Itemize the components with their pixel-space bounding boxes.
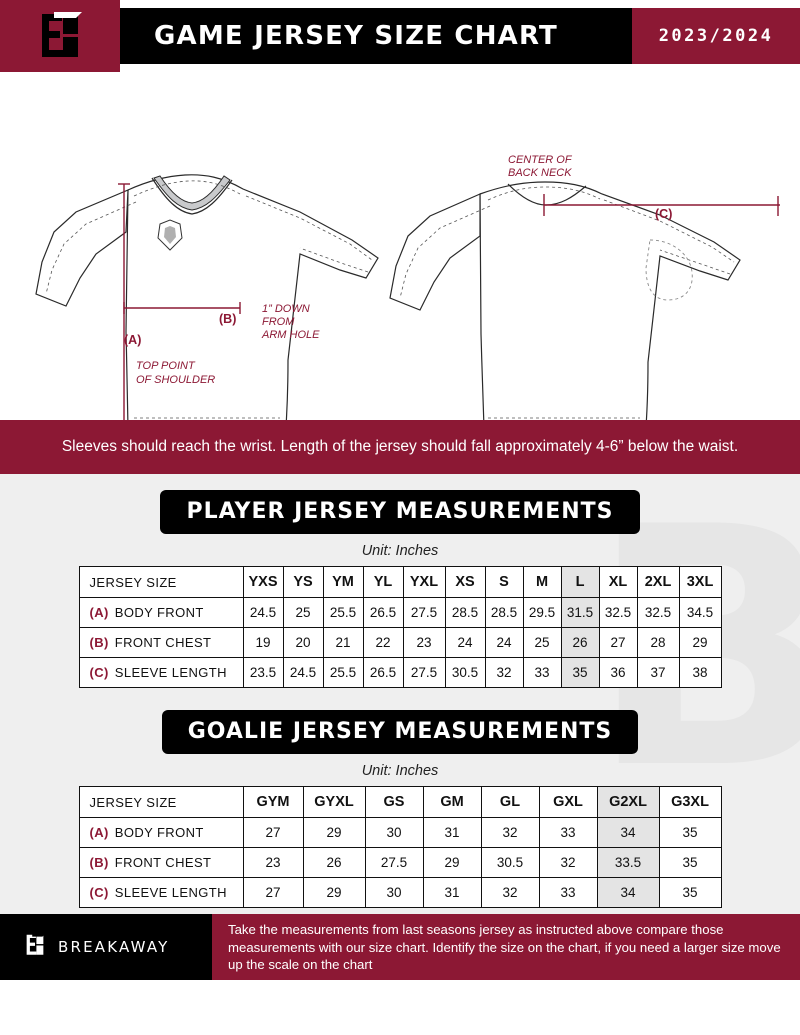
player-unit-label: Unit: Inches xyxy=(361,543,439,560)
cell: 36 xyxy=(599,658,637,688)
cell: 33 xyxy=(539,878,597,908)
row-tag-b: (B) xyxy=(89,855,109,871)
header-logo-block xyxy=(0,0,120,72)
jersey-diagram-area xyxy=(0,72,800,420)
table-row xyxy=(79,628,721,658)
cell: 30 xyxy=(365,878,423,908)
col-m: M xyxy=(523,567,561,598)
cell: 27.5 xyxy=(365,848,423,878)
cell: 32.5 xyxy=(637,598,679,628)
cell: 27 xyxy=(243,878,303,908)
cell: 28.5 xyxy=(445,598,485,628)
row-name-sleeve-length: SLEEVE LENGTH xyxy=(114,885,227,901)
cell: 29 xyxy=(679,628,721,658)
label-c-back: (C) xyxy=(655,207,673,221)
cell: 24 xyxy=(445,628,485,658)
sizing-note: Sleeves should reach the wrist. Length of the jersey should fall approximately 4-6” below the waist. xyxy=(0,420,800,474)
col-xs: XS xyxy=(445,567,485,598)
table-row xyxy=(79,878,721,908)
col-ym: YM xyxy=(323,567,363,598)
goalie-unit-label: Unit: Inches xyxy=(361,763,439,780)
cell: 35 xyxy=(561,658,599,688)
row-tag-c: (C) xyxy=(89,665,109,681)
row-name-body-front: BODY FRONT xyxy=(114,825,204,841)
row-tag-c: (C) xyxy=(89,885,109,901)
table-header-row xyxy=(79,787,721,818)
cell: 29 xyxy=(423,848,481,878)
table-row xyxy=(79,598,721,628)
page-header xyxy=(0,0,800,72)
col-ys: YS xyxy=(283,567,323,598)
cell: 32 xyxy=(481,878,539,908)
row-name-front-chest: FRONT CHEST xyxy=(114,635,212,651)
cell: 29 xyxy=(303,878,365,908)
col-gxl: GXL xyxy=(539,787,597,818)
cell: 27.5 xyxy=(403,658,445,688)
row-label-sleeve-length xyxy=(79,658,243,688)
col-g2xl: G2XL xyxy=(597,787,659,818)
col-gm: GM xyxy=(423,787,481,818)
cell: 25.5 xyxy=(323,658,363,688)
cell: 33 xyxy=(539,818,597,848)
col-l: L xyxy=(561,567,599,598)
cell: 29.5 xyxy=(523,598,561,628)
cell: 24 xyxy=(485,628,523,658)
cell: 32 xyxy=(539,848,597,878)
cell: 21 xyxy=(323,628,363,658)
header-title-bar xyxy=(120,8,632,64)
col-yl: YL xyxy=(363,567,403,598)
cell: 23 xyxy=(403,628,445,658)
breakaway-b-logo-icon xyxy=(22,929,48,966)
cell: 38 xyxy=(679,658,721,688)
label-one-inch-down-line2: FROM xyxy=(262,316,295,328)
col-jersey-size: JERSEY SIZE xyxy=(79,787,243,818)
cell: 33 xyxy=(523,658,561,688)
cell: 23 xyxy=(243,848,303,878)
cell: 24.5 xyxy=(243,598,283,628)
footer-brand-block xyxy=(0,914,212,980)
table-row xyxy=(79,818,721,848)
col-g3xl: G3XL xyxy=(659,787,721,818)
cell: 29 xyxy=(303,818,365,848)
label-top-point-shoulder-line1: TOP POINT xyxy=(136,360,195,372)
row-name-body-front: BODY FRONT xyxy=(114,605,204,621)
row-label-front-chest xyxy=(79,848,243,878)
col-3xl: 3XL xyxy=(679,567,721,598)
col-s: S xyxy=(485,567,523,598)
footer-instructions: Take the measurements from last seasons jersey as instructed above compare those measurements with our size chart. Identify the size on the chart, if you need a larger size move up the scale on the chart xyxy=(228,921,781,973)
cell: 27 xyxy=(599,628,637,658)
label-one-inch-down-line3: ARM HOLE xyxy=(262,329,320,341)
cell: 31 xyxy=(423,878,481,908)
col-gyxl: GYXL xyxy=(303,787,365,818)
cell: 28 xyxy=(637,628,679,658)
measurements-content xyxy=(0,474,800,914)
cell: 31 xyxy=(423,818,481,848)
col-gym: GYM xyxy=(243,787,303,818)
cell: 35 xyxy=(659,818,721,848)
row-label-body-front xyxy=(79,818,243,848)
label-one-inch-down-line1: 1” DOWN xyxy=(262,303,310,315)
player-section-header xyxy=(0,474,800,534)
row-name-front-chest: FRONT CHEST xyxy=(114,855,212,871)
player-section-title: PLAYER JERSEY MEASUREMENTS xyxy=(160,490,639,534)
label-top-point-shoulder-line2: OF SHOULDER xyxy=(136,374,216,386)
col-yxl: YXL xyxy=(403,567,445,598)
cell: 28.5 xyxy=(485,598,523,628)
cell: 33.5 xyxy=(597,848,659,878)
row-tag-a: (A) xyxy=(89,825,109,841)
cell: 34 xyxy=(597,878,659,908)
season-year: 2023/2024 xyxy=(658,26,774,46)
page-footer xyxy=(0,914,800,980)
cell: 26.5 xyxy=(363,598,403,628)
col-gl: GL xyxy=(481,787,539,818)
player-measurements-table xyxy=(79,566,722,688)
cell: 37 xyxy=(637,658,679,688)
cell: 26 xyxy=(303,848,365,878)
cell: 32 xyxy=(481,818,539,848)
jersey-diagrams xyxy=(0,72,800,420)
cell: 35 xyxy=(659,848,721,878)
cell: 23.5 xyxy=(243,658,283,688)
page-title: GAME JERSEY SIZE CHART xyxy=(154,21,558,51)
jersey-back-illustration xyxy=(390,182,740,420)
row-name-sleeve-length: SLEEVE LENGTH xyxy=(114,665,227,681)
cell: 35 xyxy=(659,878,721,908)
label-center-back-neck-line2: BACK NECK xyxy=(508,167,572,179)
col-jersey-size: JERSEY SIZE xyxy=(79,567,243,598)
cell: 25 xyxy=(283,598,323,628)
goalie-measurements-table xyxy=(79,786,722,908)
col-yxs: YXS xyxy=(243,567,283,598)
cell: 32.5 xyxy=(599,598,637,628)
cell: 32 xyxy=(485,658,523,688)
goalie-section-title: GOALIE JERSEY MEASUREMENTS xyxy=(162,710,639,754)
cell: 25.5 xyxy=(323,598,363,628)
cell: 27.5 xyxy=(403,598,445,628)
footer-brand-name: BREAKAWAY xyxy=(58,938,170,957)
cell: 30 xyxy=(365,818,423,848)
breakaway-b-logo-icon xyxy=(32,8,88,64)
cell: 34.5 xyxy=(679,598,721,628)
col-2xl: 2XL xyxy=(637,567,679,598)
row-label-sleeve-length xyxy=(79,878,243,908)
cell: 30.5 xyxy=(445,658,485,688)
goalie-section-header xyxy=(0,688,800,754)
cell: 25 xyxy=(523,628,561,658)
row-tag-a: (A) xyxy=(89,605,109,621)
table-row xyxy=(79,658,721,688)
cell: 27 xyxy=(243,818,303,848)
header-year-badge xyxy=(632,8,800,64)
cell: 26.5 xyxy=(363,658,403,688)
label-center-back-neck-line1: CENTER OF xyxy=(508,154,572,166)
cell: 31.5 xyxy=(561,598,599,628)
row-tag-b: (B) xyxy=(89,635,109,651)
cell: 26 xyxy=(561,628,599,658)
table-header-row xyxy=(79,567,721,598)
label-b-front: (B) xyxy=(219,312,237,326)
cell: 34 xyxy=(597,818,659,848)
label-a-front: (A) xyxy=(124,333,142,347)
cell: 30.5 xyxy=(481,848,539,878)
table-row xyxy=(79,848,721,878)
cell: 24.5 xyxy=(283,658,323,688)
row-label-body-front xyxy=(79,598,243,628)
cell: 19 xyxy=(243,628,283,658)
cell: 22 xyxy=(363,628,403,658)
row-label-front-chest xyxy=(79,628,243,658)
col-xl: XL xyxy=(599,567,637,598)
col-gs: GS xyxy=(365,787,423,818)
cell: 20 xyxy=(283,628,323,658)
